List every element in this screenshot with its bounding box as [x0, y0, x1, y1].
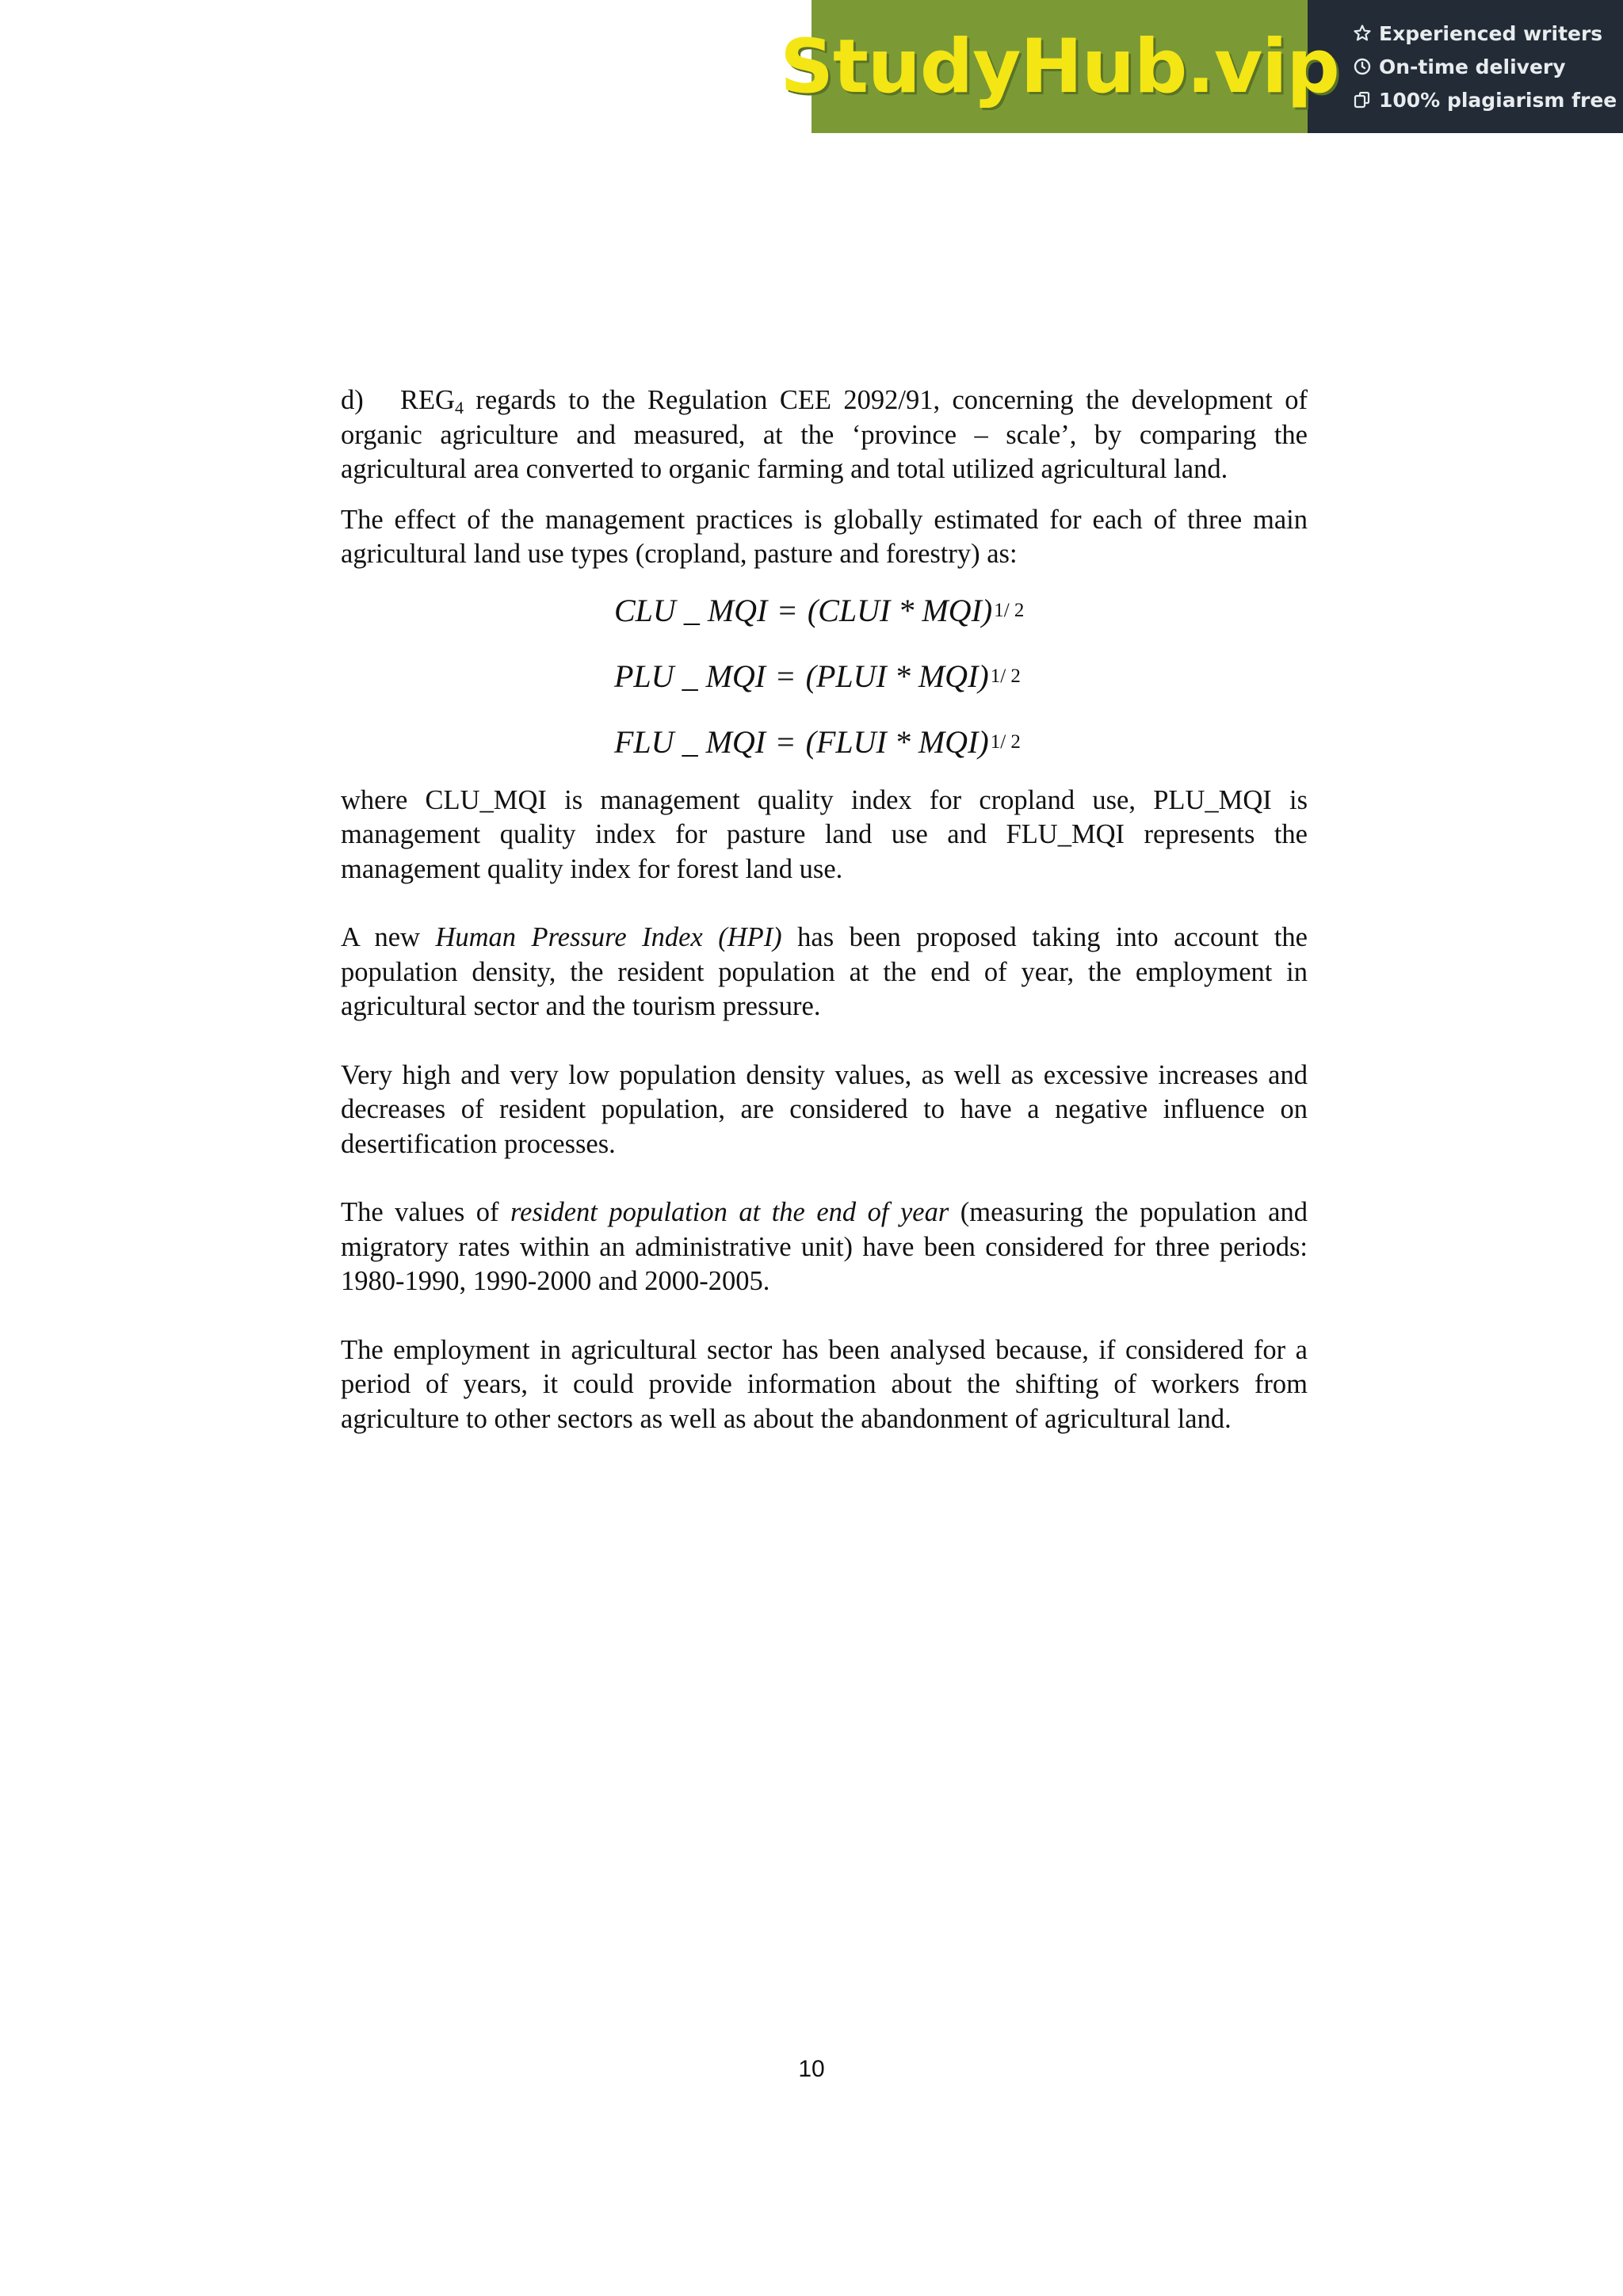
brand-logo[interactable] [780, 0, 1339, 133]
equation-block [341, 578, 1308, 776]
employment-paragraph: The employment in agricultural sector has been analysed because, if considered for a period of years, it could provide information about the shifting of workers from agriculture to other sectors as well as about the abandonment of agricultural land. [341, 1334, 1308, 1434]
equation-exponent: 1/ 2 [990, 666, 1021, 688]
where-paragraph: where CLU_MQI is management quality index for cropland use, PLU_MQI is management quality index for pasture land use and FLU_MQI represents the management quality index for forest land use. [341, 784, 1308, 884]
feature-list [1308, 0, 1623, 133]
clock-icon [1352, 56, 1373, 77]
hpi-text-before: A new [341, 922, 436, 952]
equation-lhs: PLU _ MQI [614, 658, 766, 695]
values-paragraph [341, 1196, 1308, 1299]
feature-text: Experienced writers [1379, 21, 1603, 45]
equation-lhs: FLU _ MQI [614, 724, 766, 761]
equation-rhs: (FLUI * MQI) [805, 724, 989, 761]
feature-item [1352, 83, 1623, 116]
hpi-paragraph [341, 921, 1308, 1024]
density-paragraph: Very high and very low population density values, as well as excessive increases and decreases of resident population, are considered to have a negative influence on desertification processes. [341, 1059, 1308, 1159]
feature-item [1352, 50, 1623, 83]
copy-icon [1352, 90, 1373, 110]
equation: PLU _ MQI = (PLUI * MQI) 1/ 2 [614, 658, 1021, 695]
feature-text: 100% plagiarism free [1379, 88, 1617, 112]
equation-exponent: 1/ 2 [990, 731, 1021, 753]
feature-text: On-time delivery [1379, 55, 1566, 78]
star-icon [1352, 23, 1373, 44]
values-text-after: (measuring the population and migratory rates within an administrative unit) have been considered for three periods: 1980-1990, 1990-2000 and 2000-2005. [341, 1197, 1308, 1296]
values-text-before: The values of [341, 1197, 510, 1227]
brand-name: StudyHub.vip [780, 23, 1339, 110]
equation-lhs: CLU _ MQI [614, 593, 768, 629]
document-body [341, 383, 1308, 1436]
hpi-term: Human Pressure Index (HPI) [435, 922, 782, 952]
feature-item [1352, 17, 1623, 50]
equation-rhs: (CLUI * MQI) [807, 593, 993, 629]
item-d-text: regards to the Regulation CEE 2092/91, concerning the development of organic agriculture and measured, at the ‘province – scale’, by comparing the agricultural area converted to organic farming and total utilized agricultural land. [341, 385, 1308, 484]
list-marker: d) [341, 385, 364, 415]
values-term: resident population at the end of year [510, 1197, 949, 1227]
equation: FLU _ MQI = (FLUI * MQI) 1/ 2 [614, 724, 1021, 761]
reg-label: REG [399, 385, 455, 415]
equation: CLU _ MQI = (CLUI * MQI) 1/ 2 [614, 593, 1025, 629]
item-d-paragraph [341, 383, 1308, 487]
promo-banner[interactable] [780, 0, 1623, 133]
equation-rhs: (PLUI * MQI) [805, 658, 989, 695]
equation-exponent: 1/ 2 [994, 600, 1025, 622]
effect-paragraph: The effect of the management practices is globally estimated for each of three main agricultural land use types (cropland, pasture and forestry) as: [341, 504, 1308, 569]
hpi-text-after: has been proposed taking into account the population density, the resident population at the end of year, the employment in agricultural sector and the tourism pressure. [341, 922, 1308, 1021]
page-number: 10 [798, 2056, 825, 2082]
reg-subscript: 4 [454, 398, 464, 418]
